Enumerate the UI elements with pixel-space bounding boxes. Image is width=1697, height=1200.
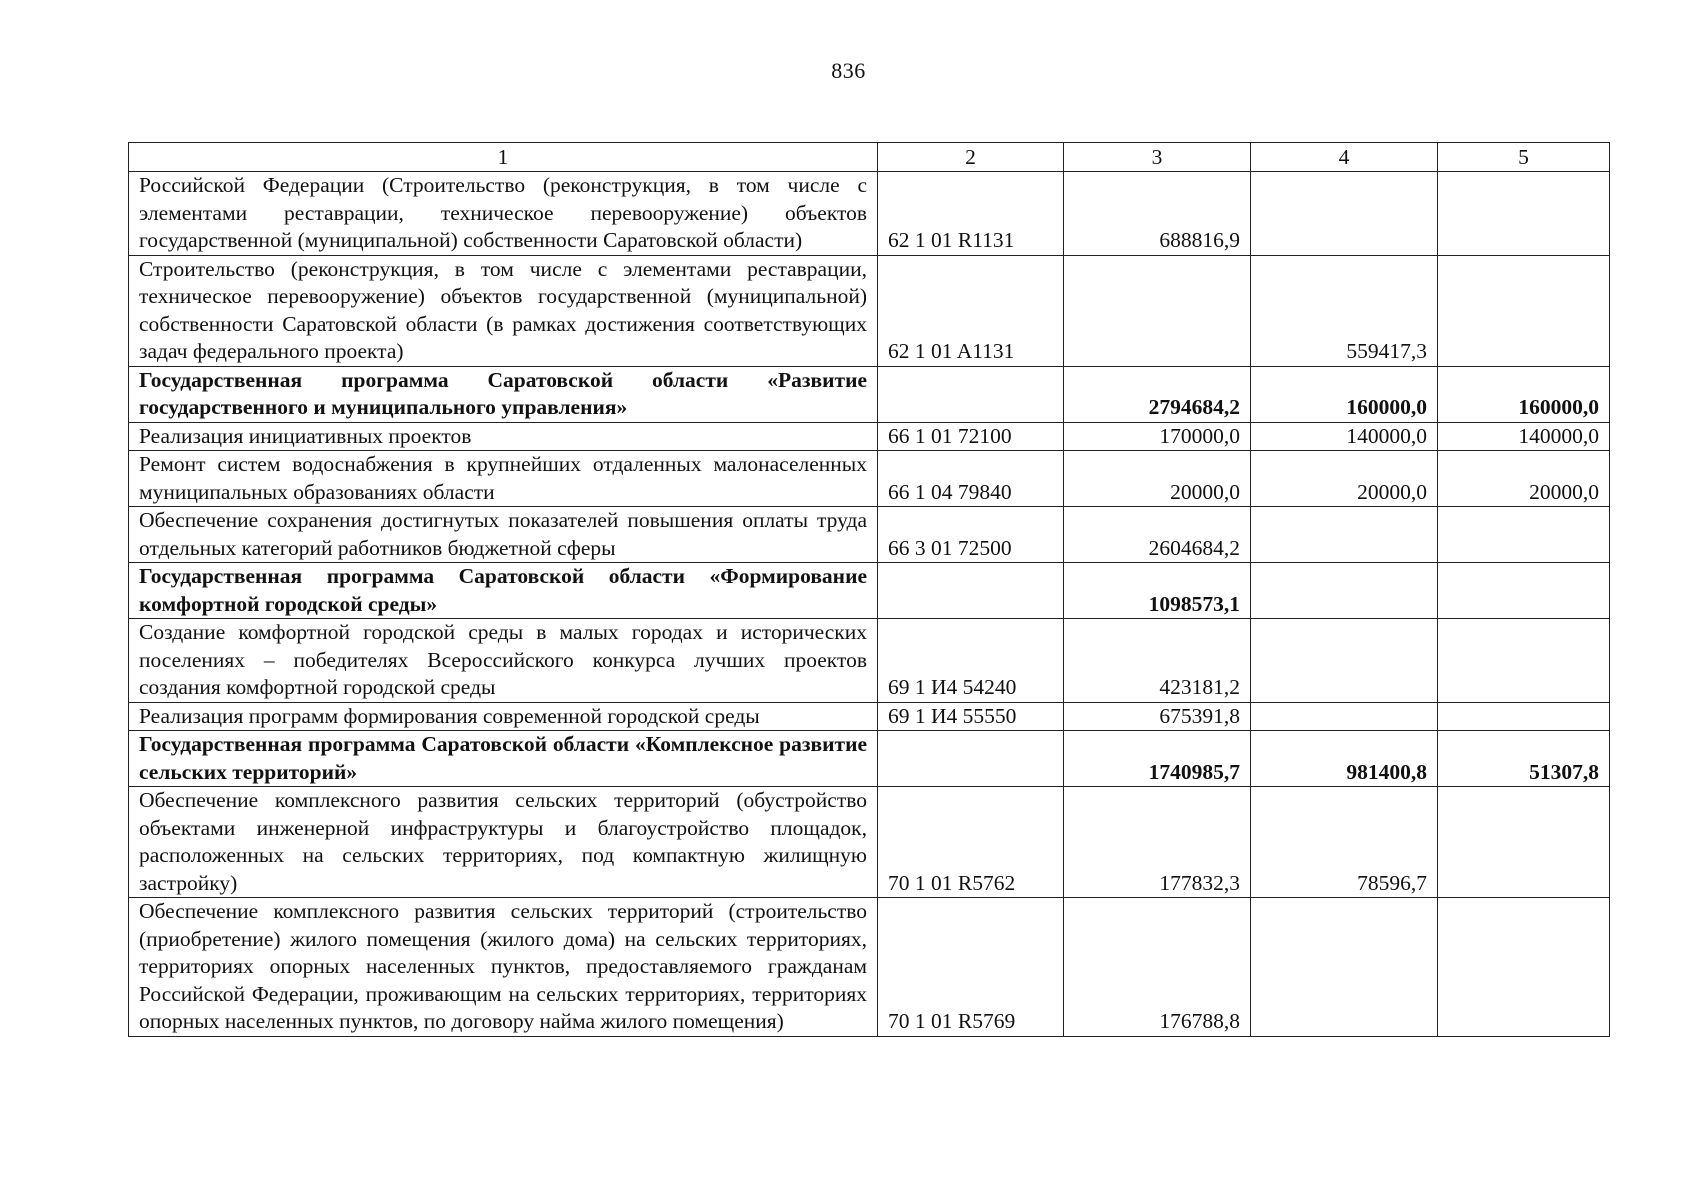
table-header-row <box>129 143 1610 172</box>
row-value-col5: 140000,0 <box>1438 422 1610 451</box>
table-row <box>129 255 1610 366</box>
program-total-col3: 2794684,2 <box>1064 366 1251 422</box>
row-value-col4 <box>1251 507 1438 563</box>
row-value-col3: 423181,2 <box>1064 619 1251 703</box>
row-value-col4 <box>1251 702 1438 731</box>
page-number: 836 <box>831 58 866 83</box>
row-code: 66 3 01 72500 <box>878 507 1064 563</box>
row-code: 62 1 01 A1131 <box>878 255 1064 366</box>
row-code: 70 1 01 R5762 <box>878 787 1064 898</box>
row-value-col5 <box>1438 172 1610 256</box>
table-row <box>129 702 1610 731</box>
program-total-col5 <box>1438 563 1610 619</box>
table-row <box>129 172 1610 256</box>
row-code: 62 1 01 R1131 <box>878 172 1064 256</box>
row-name: Создание комфортной городской среды в малых городах и исторических поселениях – победителях Всероссийского конкурса лучших проектов создания комфортной городской среды <box>129 619 878 703</box>
row-name: Ремонт систем водоснабжения в крупнейших отдаленных малонаселенных муниципальных образованиях области <box>129 451 878 507</box>
row-name: Реализация программ формирования современной городской среды <box>129 702 878 731</box>
table-row <box>129 422 1610 451</box>
row-value-col4: 20000,0 <box>1251 451 1438 507</box>
row-name: Обеспечение комплексного развития сельских территорий (обустройство объектами инженерной инфраструктуры и благоустройство площадок, расположенных на сельских территориях, под компактную жилищную застройку) <box>129 787 878 898</box>
row-value-col5 <box>1438 619 1610 703</box>
row-value-col4 <box>1251 619 1438 703</box>
row-value-col3: 176788,8 <box>1064 898 1251 1037</box>
table-row <box>129 787 1610 898</box>
row-value-col3: 170000,0 <box>1064 422 1251 451</box>
row-name: Обеспечение комплексного развития сельских территорий (строительство (приобретение) жилого помещения (жилого дома) на сельских территориях, территориях опорных населенных пунктов, предоставляемого гражданам Российской Федерации, проживающим на сельских территориях, территориях опорных населенных пунктов, по договору найма жилого помещения) <box>129 898 878 1037</box>
table-row <box>129 619 1610 703</box>
row-code <box>878 563 1064 619</box>
row-value-col5 <box>1438 702 1610 731</box>
budget-table <box>128 142 1610 1037</box>
column-header: 3 <box>1064 143 1251 172</box>
row-value-col3: 675391,8 <box>1064 702 1251 731</box>
row-value-col3: 2604684,2 <box>1064 507 1251 563</box>
program-total-col5: 51307,8 <box>1438 731 1610 787</box>
column-header: 5 <box>1438 143 1610 172</box>
row-code: 69 1 И4 54240 <box>878 619 1064 703</box>
row-value-col4 <box>1251 898 1438 1037</box>
table-row <box>129 451 1610 507</box>
row-value-col4 <box>1251 172 1438 256</box>
row-code <box>878 731 1064 787</box>
row-value-col4: 140000,0 <box>1251 422 1438 451</box>
row-code <box>878 366 1064 422</box>
program-row <box>129 366 1610 422</box>
row-value-col5 <box>1438 255 1610 366</box>
row-value-col3: 688816,9 <box>1064 172 1251 256</box>
row-value-col4: 559417,3 <box>1251 255 1438 366</box>
program-name: Государственная программа Саратовской области «Развитие государственного и муниципального управления» <box>129 366 878 422</box>
row-name: Обеспечение сохранения достигнутых показателей повышения оплаты труда отдельных категорий работников бюджетной сферы <box>129 507 878 563</box>
row-value-col3 <box>1064 255 1251 366</box>
row-code: 70 1 01 R5769 <box>878 898 1064 1037</box>
program-total-col3: 1098573,1 <box>1064 563 1251 619</box>
program-total-col3: 1740985,7 <box>1064 731 1251 787</box>
program-total-col4: 160000,0 <box>1251 366 1438 422</box>
row-value-col5 <box>1438 507 1610 563</box>
table-row <box>129 898 1610 1037</box>
row-code: 69 1 И4 55550 <box>878 702 1064 731</box>
column-header: 2 <box>878 143 1064 172</box>
row-value-col4: 78596,7 <box>1251 787 1438 898</box>
row-name: Реализация инициативных проектов <box>129 422 878 451</box>
row-value-col3: 177832,3 <box>1064 787 1251 898</box>
program-name: Государственная программа Саратовской области «Комплексное развитие сельских территорий» <box>129 731 878 787</box>
table-row <box>129 507 1610 563</box>
row-name: Строительство (реконструкция, в том числе с элементами реставрации, техническое перевооружение) объектов государственной (муниципальной) собственности Саратовской области (в рамках достижения соответствующих задач федерального проекта) <box>129 255 878 366</box>
row-value-col5 <box>1438 898 1610 1037</box>
program-row <box>129 563 1610 619</box>
program-row <box>129 731 1610 787</box>
row-code: 66 1 01 72100 <box>878 422 1064 451</box>
row-code: 66 1 04 79840 <box>878 451 1064 507</box>
column-header: 1 <box>129 143 878 172</box>
row-name: Российской Федерации (Строительство (реконструкция, в том числе с элементами реставрации, техническое перевооружение) объектов государственной (муниципальной) собственности Саратовской области) <box>129 172 878 256</box>
row-value-col5 <box>1438 787 1610 898</box>
column-header: 4 <box>1251 143 1438 172</box>
row-value-col5: 20000,0 <box>1438 451 1610 507</box>
program-total-col4 <box>1251 563 1438 619</box>
program-total-col5: 160000,0 <box>1438 366 1610 422</box>
row-value-col3: 20000,0 <box>1064 451 1251 507</box>
program-name: Государственная программа Саратовской области «Формирование комфортной городской среды» <box>129 563 878 619</box>
program-total-col4: 981400,8 <box>1251 731 1438 787</box>
